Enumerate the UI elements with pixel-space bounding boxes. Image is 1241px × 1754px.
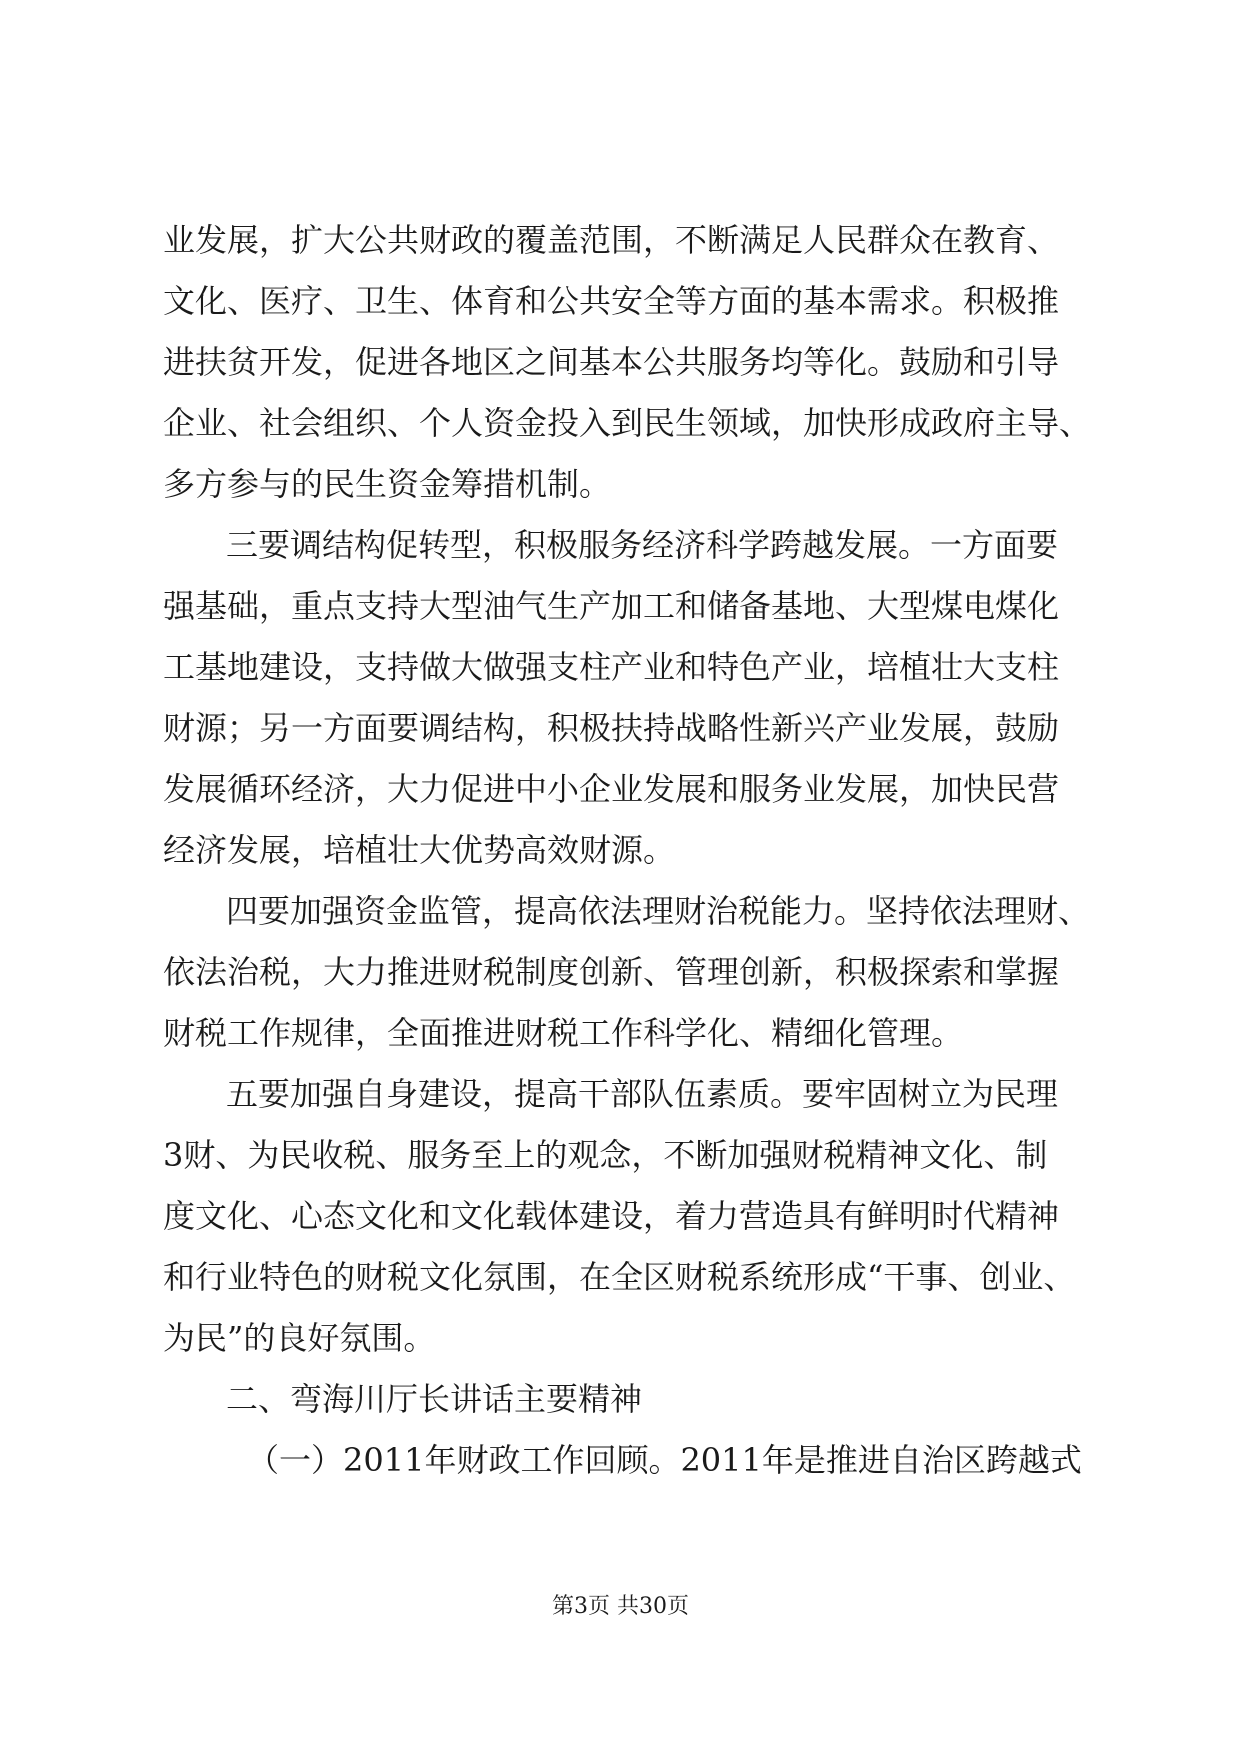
text-line: 业发展，扩大公共财政的覆盖范围，不断满足人民群众在教育、	[163, 221, 1060, 259]
section-heading: 二、弯海川厅长讲话主要精神	[226, 1380, 643, 1418]
text-line: 依法治税，大力推进财税制度创新、管理创新，积极探索和掌握	[163, 953, 1060, 991]
text-line: 度文化、心态文化和文化载体建设，着力营造具有鲜明时代精神	[163, 1197, 1060, 1235]
text-line: 强基础，重点支持大型油气生产加工和储备基地、大型煤电煤化	[163, 587, 1060, 625]
document-body	[163, 210, 1092, 1491]
text-line: 多方参与的民生资金筹措机制。	[163, 465, 612, 503]
text-line: 财源；另一方面要调结构，积极扶持战略性新兴产业发展，鼓励	[163, 709, 1060, 747]
paragraph-start-line: 三要调结构促转型，积极服务经济科学跨越发展。一方面要	[226, 526, 1059, 564]
subsection-heading-line: （一）2011年财政工作回顾。2011年是推进自治区跨越式	[247, 1441, 1082, 1479]
text-line: 财税工作规律，全面推进财税工作科学化、精细化管理。	[163, 1014, 964, 1052]
paragraph-start-line: 五要加强自身建设，提高干部队伍素质。要牢固树立为民理	[226, 1075, 1059, 1113]
paragraph-start-line: 四要加强资金监管，提高依法理财治税能力。坚持依法理财、	[226, 892, 1091, 930]
text-line: 发展循环经济，大力促进中小企业发展和服务业发展，加快民营	[163, 770, 1060, 808]
text-line: 和行业特色的财税文化氛围，在全区财税系统形成“干事、创业、	[163, 1258, 1076, 1296]
text-line: 经济发展，培植壮大优势高效财源。	[163, 831, 676, 869]
text-line: 3财、为民收税、服务至上的观念，不断加强财税精神文化、制	[163, 1136, 1048, 1174]
page-number-footer: 第3页 共30页	[552, 1594, 689, 1619]
text-line: 进扶贫开发，促进各地区之间基本公共服务均等化。鼓励和引导	[163, 343, 1060, 381]
text-line: 文化、医疗、卫生、体育和公共安全等方面的基本需求。积极推	[163, 282, 1060, 320]
text-line: 企业、社会组织、个人资金投入到民生领域，加快形成政府主导、	[163, 404, 1092, 442]
text-line: 为民”的良好氛围。	[163, 1319, 436, 1357]
text-line: 工基地建设，支持做大做强支柱产业和特色产业，培植壮大支柱	[163, 648, 1060, 686]
